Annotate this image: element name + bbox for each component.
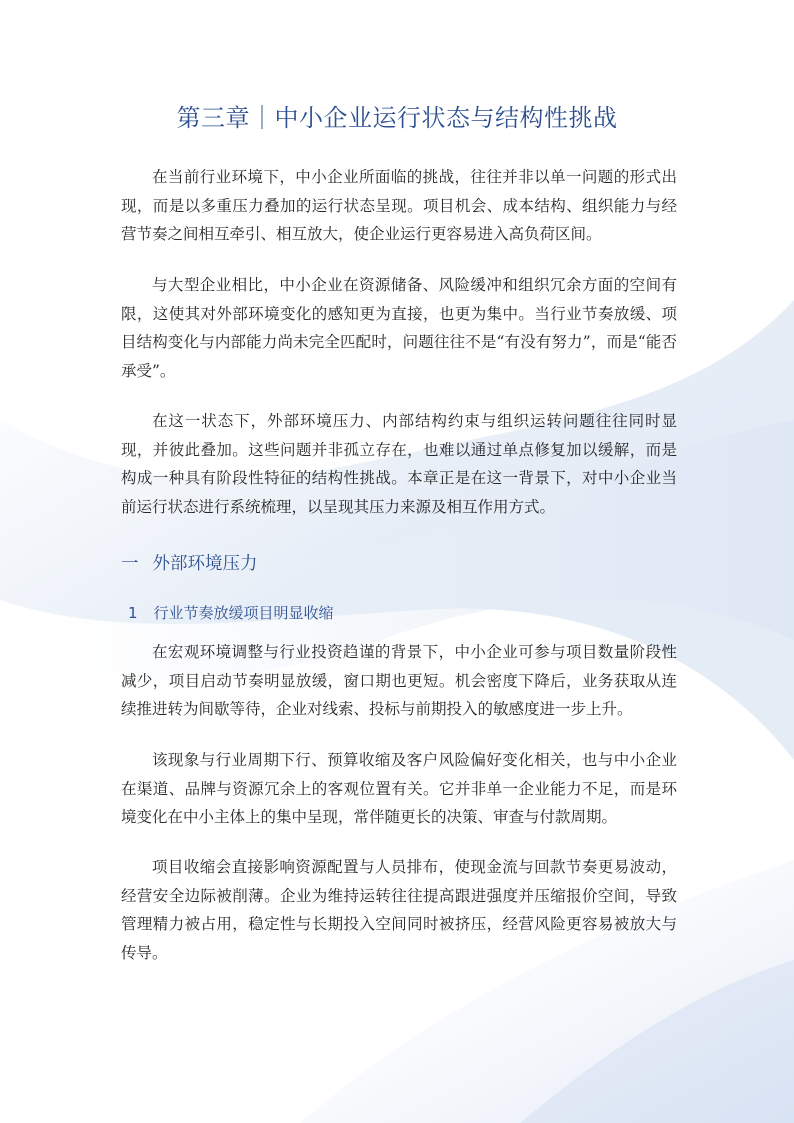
subsection-number: 1 — [128, 604, 138, 622]
chapter-title: 第三章｜中小企业运行状态与结构性挑战 — [176, 104, 618, 132]
section-paragraph-1: 在宏观环境调整与行业投资趋谨的背景下，中小企业可参与项目数量阶段性减少，项目启动节奏明显放缓，窗口期也更短。机会密度下降后，业务获取从连续推进转为间歇等待，企业对线索、投标与前期投入的敏感度进一步上升。 — [121, 643, 677, 718]
section-number: 一 — [121, 554, 139, 574]
section-paragraph-2: 该现象与行业周期下行、预算收缩及客户风险偏好变化相关，也与中小企业在渠道、品牌与资源冗余上的客观位置有关。它并非单一企业能力不足，而是环境变化在中小主体上的集中呈现，常伴随更长的决策、审查与付款周期。 — [121, 751, 677, 826]
intro-paragraph-1: 在当前行业环境下，中小企业所面临的挑战，往往并非以单一问题的形式出现，而是以多重压力叠加的运行状态呈现。项目机会、成本结构、组织能力与经营节奏之间相互牵引、相互放大，使企业运行更容易进入高负荷区间。 — [121, 168, 677, 243]
intro-paragraph-3: 在这一状态下，外部环境压力、内部结构约束与组织运转问题往往同时显现，并彼此叠加。这些问题并非孤立存在，也难以通过单点修复加以缓解，而是构成一种具有阶段性特征的结构性挑战。本章正是在这一背景下，对中小企业当前运行状态进行系统梳理，以呈现其压力来源及相互作用方式。 — [121, 412, 677, 516]
intro-paragraph-2: 与大型企业相比，中小企业在资源储备、风险缓冲和组织冗余方面的空间有限，这使其对外部环境变化的感知更为直接，也更为集中。当行业节奏放缓、项目结构变化与内部能力尚未完全匹配时，问题往往不是“有没有努力”，而是“能否承受”。 — [121, 276, 677, 380]
section-heading — [121, 550, 258, 575]
subsection-title: 行业节奏放缓项目明显收缩 — [153, 604, 334, 622]
section-title: 外部环境压力 — [152, 554, 258, 574]
section-paragraph-3: 项目收缩会直接影响资源配置与人员排布，使现金流与回款节奏更易波动，经营安全边际被削薄。企业为维持运转往往提高跟进强度并压缩报价空间，导致管理精力被占用，稳定性与长期投入空间同时被挤压，经营风险更容易被放大与传导。 — [121, 858, 677, 962]
subsection-heading — [128, 602, 334, 623]
